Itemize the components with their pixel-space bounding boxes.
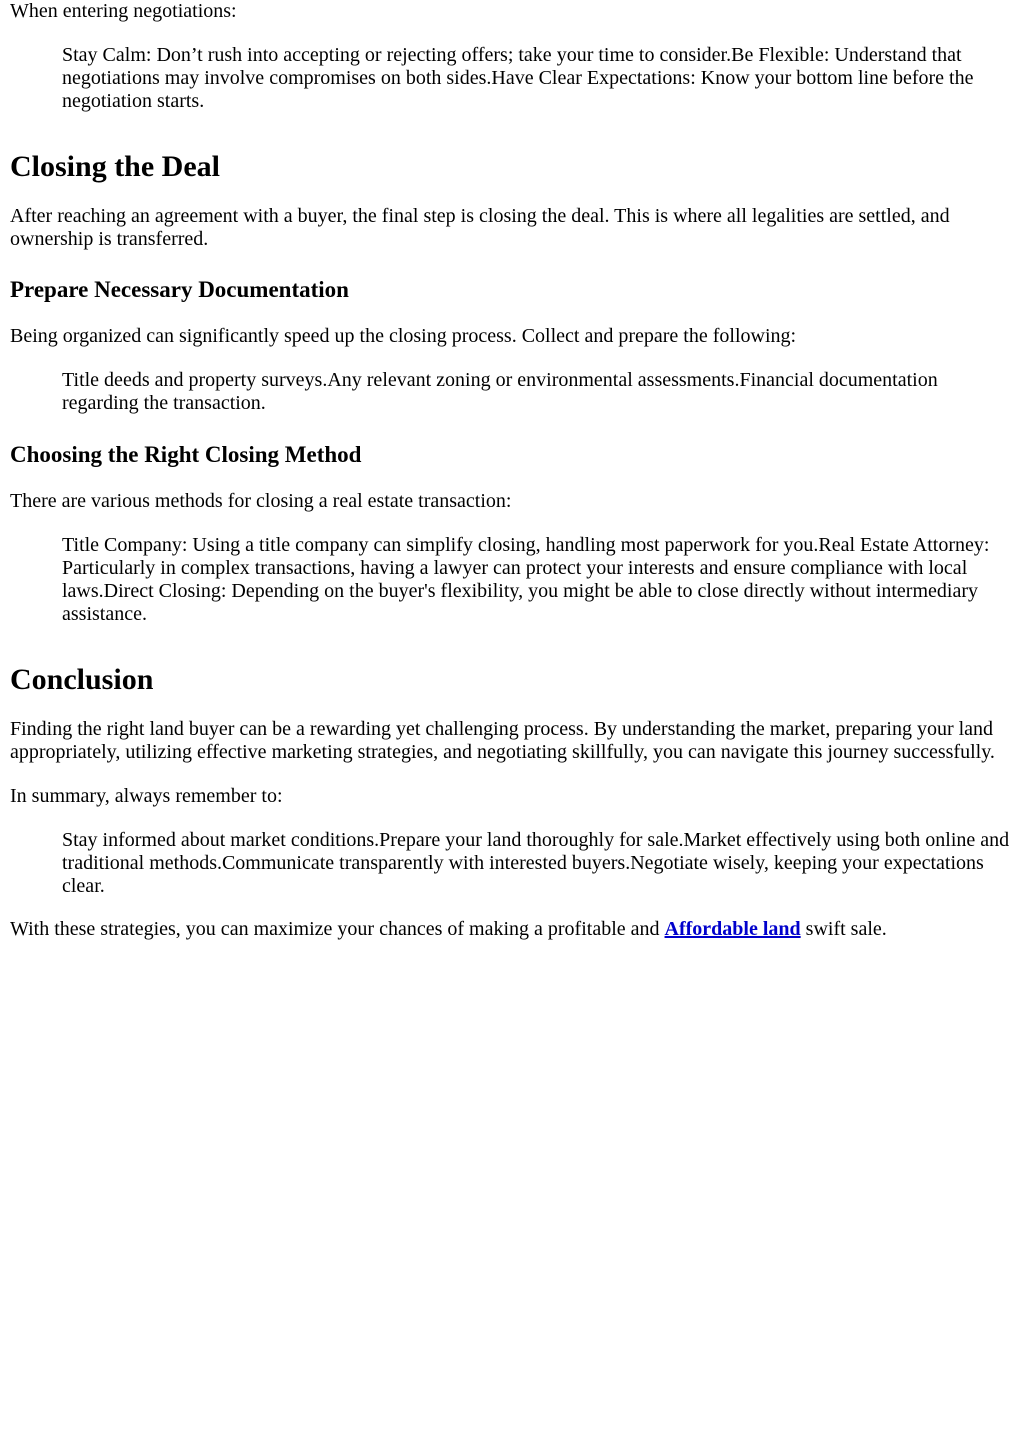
summary-list (62, 829, 1014, 898)
documentation-intro: Being organized can significantly speed up the closing process. Collect and prepare the following: (10, 325, 797, 347)
final-paragraph (10, 918, 1014, 941)
closing-intro: After reaching an agreement with a buyer, the final step is closing the deal. This is where all legalities are settled, and ownership is transferred. (10, 205, 950, 250)
final-text-before: With these strategies, you can maximize your chances of making a profitable and (10, 918, 665, 940)
documentation-heading: Prepare Necessary Documentation (10, 277, 349, 302)
documentation-items-text: Title deeds and property surveys.Any relevant zoning or environmental assessments.Financial documentation regarding the transaction. (62, 369, 938, 414)
closing-method-list (62, 534, 1014, 626)
closing-method-heading: Choosing the Right Closing Method (10, 442, 362, 467)
negotiation-intro: When entering negotiations: (10, 0, 237, 22)
closing-method-items-text: Title Company: Using a title company can simplify closing, handling most paperwork for you.Real Estate Attorney: Particularly in complex transactions, having a lawyer can protect your interests and ensure compliance with local laws.Direct Closing: Depending on the buyer's flexibility, you might be able to close directly without intermediary assistance. (62, 534, 990, 625)
summary-items-text: Stay informed about market conditions.Prepare your land thoroughly for sale.Market effectively using both online and traditional methods.Communicate transparently with interested buyers.Negotiate wisely, keeping your expectations clear. (62, 829, 1010, 897)
affordable-land-link[interactable]: Affordable land (664, 918, 801, 940)
conclusion-paragraph: Finding the right land buyer can be a rewarding yet challenging process. By understanding the market, preparing your land appropriately, utilizing effective marketing strategies, and negotiating skillfully, you can navigate this journey successfully. (10, 718, 995, 763)
closing-heading: Closing the Deal (10, 150, 220, 183)
negotiation-tips (62, 44, 1014, 113)
conclusion-heading: Conclusion (10, 663, 154, 696)
negotiation-tips-text: Stay Calm: Don’t rush into accepting or rejecting offers; take your time to consider.Be Flexible: Understand that negotiations may involve compromises on both sides.Have Clear Expectations: Know your bottom line before the negotiation starts. (62, 44, 974, 112)
final-text-after: swift sale. (800, 918, 887, 940)
closing-method-intro: There are various methods for closing a real estate transaction: (10, 490, 512, 512)
documentation-list (62, 369, 1014, 415)
summary-intro: In summary, always remember to: (10, 785, 283, 807)
